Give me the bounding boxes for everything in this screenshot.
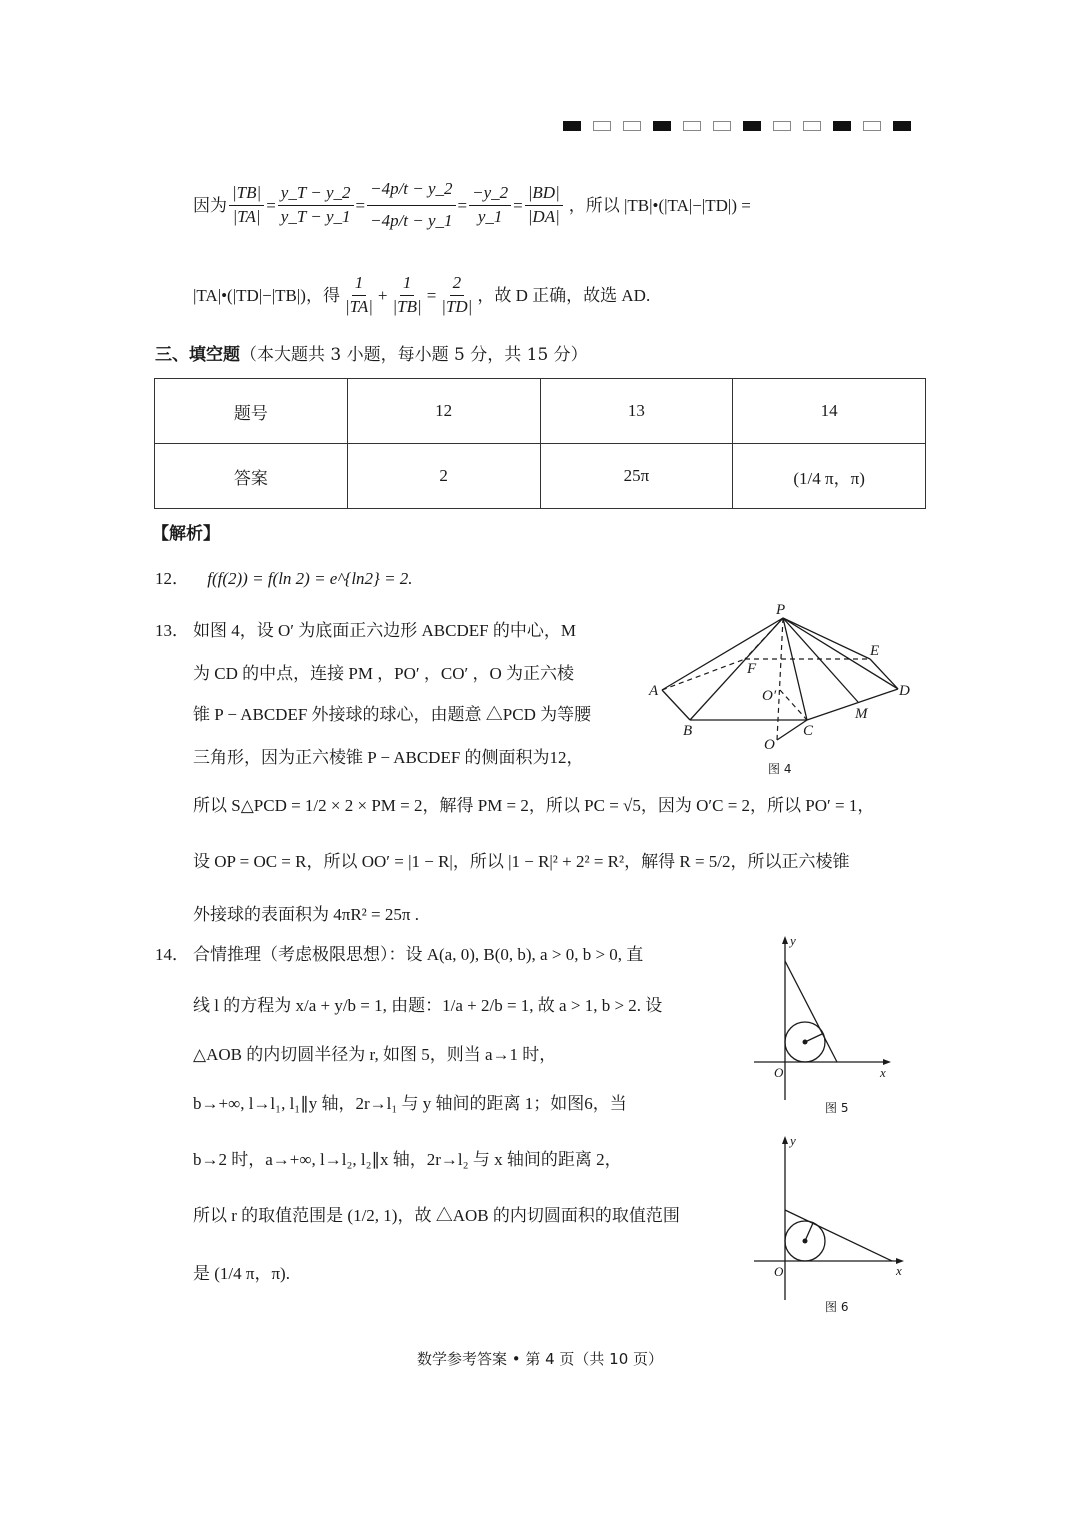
fraction-y-diff: $\frac{y\_T - y\_2}{y\_T - y\_1}$: [278, 184, 354, 226]
label-p: P: [776, 602, 786, 618]
proof-prefix: 因为: [193, 195, 227, 215]
label-b: B: [683, 723, 693, 739]
figure-6-caption: 图 6: [825, 1300, 849, 1314]
header-marker-filled: [893, 121, 911, 131]
label-e: E: [870, 643, 880, 659]
q12-number: 12．: [155, 569, 189, 588]
line-l: [785, 1210, 892, 1261]
incircle-center: [803, 1040, 808, 1045]
fraction-2-td: $\frac{2}{|TD|}$: [441, 272, 473, 316]
radius: [805, 1223, 813, 1241]
figure-4-caption: 图 4: [768, 762, 792, 776]
table-answer-14: (1/4 π，π): [733, 444, 926, 509]
label-f: F: [747, 661, 757, 677]
table-header-label: 题号: [155, 379, 348, 444]
fraction-4p-t: $\frac{-4p/t - y\_2}{-4p/t - y\_1}$: [367, 180, 455, 230]
line-l: [785, 961, 837, 1062]
proof-line-1: 因为 $\frac{|TB|}{|TA|}$ = $\frac{y\_T - y\_2}{y\_T - y\_1}$ = $\frac{-4p/t - y\_2}{-4p/t - y\_1}$ = $\frac{-y\_2}{y\_1}$ = $\frac{|BD|}{|DA|}$ ，所以 |TB|•(|TA|−|TD|) =: [193, 178, 751, 230]
table-col-13: 13: [540, 379, 733, 444]
q12-text: f(f(2)) = f(ln 2) = e^{ln2} = 2.: [207, 569, 413, 588]
label-c: C: [803, 723, 814, 739]
header-marker-filled: [653, 121, 671, 131]
label-o: O: [774, 1264, 784, 1279]
label-m: M: [855, 706, 868, 722]
label-o-prime: O′: [762, 688, 777, 704]
q14-line-4: b→+∞, l→l₁, l₁∥y 轴，2r→l₁ 与 y 轴间的距离 1；如图6，当: [193, 1094, 627, 1113]
figure-5-incircle: [740, 925, 920, 1125]
figure-5-caption: 图 5: [825, 1101, 849, 1115]
proof-line2-prefix: |TA|•(|TD|−|TB|)，得: [193, 285, 340, 305]
header-marker-empty: [623, 121, 641, 131]
figure-6-incircle: [740, 1125, 920, 1325]
label-y: y: [790, 1133, 796, 1148]
section-subtitle: （本大题共 3 小题，每小题 5 分，共 15 分）: [240, 345, 588, 365]
edge-pc: [783, 618, 807, 720]
label-o: O: [764, 737, 775, 753]
edge-pd: [783, 618, 898, 689]
section-title: 三、填空题: [155, 345, 240, 365]
header-marker-empty: [773, 121, 791, 131]
label-y: y: [790, 933, 796, 948]
q13-line-4: 三角形，因为正六棱锥 P − ABCDEF 的侧面积为12，: [193, 748, 584, 767]
edge-ab: [662, 690, 690, 720]
label-d: D: [899, 683, 910, 699]
table-answer-row: [155, 444, 926, 509]
fraction-1-ta: $\frac{1}{|TA|}$: [344, 272, 373, 316]
edge-af: [662, 659, 745, 690]
table-answer-13: 25π: [540, 444, 733, 509]
q13-number: 13．: [155, 621, 189, 640]
figure-4-hexagonal-pyramid: [640, 600, 930, 790]
q14-line-6: 所以 r 的取值范围是 (1/2, 1)，故 △AOB 的内切圆面积的取值范围: [193, 1206, 680, 1225]
header-marker-filled: [563, 121, 581, 131]
q13-line-1: 如图 4，设 O′ 为底面正六边形 ABCDEF 的中心，M: [193, 621, 576, 640]
header-marker-empty: [593, 121, 611, 131]
label-o: O: [774, 1065, 784, 1080]
edge-pa: [662, 618, 783, 690]
table-col-14: 14: [733, 379, 926, 444]
header-marker-empty: [803, 121, 821, 131]
label-x: x: [880, 1065, 886, 1080]
section-heading: [155, 347, 588, 364]
header-markers: [563, 121, 911, 131]
q14-line-2: 线 l 的方程为 x/a + y/b = 1, 由题：1/a + 2/b = 1, 故 a > 1, b > 2. 设: [193, 996, 663, 1015]
y-arrow-icon: [782, 1136, 788, 1144]
q13-line-2: 为 CD 的中点，连接 PM ，PO′ ，CO′ ，O 为正六棱: [193, 664, 574, 683]
proof-line-2: |TA|•(|TD|−|TB|)，得 $\frac{1}{|TA|}$ + $\frac{1}{|TB|}$ = $\frac{2}{|TD|}$ ，故 D 正确，故选 AD.: [193, 272, 651, 316]
q14-number: 14．: [155, 945, 189, 964]
y-arrow-icon: [782, 936, 788, 944]
radius: [805, 1034, 822, 1042]
q14-line-7: 是 (1/4 π，π).: [193, 1264, 290, 1283]
label-a: A: [649, 683, 659, 699]
q13-line-7: 外接球的表面积为 4πR² = 25π .: [193, 905, 419, 924]
header-marker-empty: [683, 121, 701, 131]
answer-table: [154, 378, 926, 509]
header-marker-empty: [713, 121, 731, 131]
fraction-bd-da: $\frac{|BD|}{|DA|}$: [525, 184, 563, 226]
edge-pm: [783, 618, 858, 702]
q14-line-3: △AOB 的内切圆半径为 r, 如图 5，则当 a→1 时，: [193, 1045, 557, 1064]
proof-line2-suffix: ，故 D 正确，故选 AD.: [477, 285, 651, 305]
q14-line-1: 合情推理（考虑极限思想）：设 A(a, 0), B(0, b), a > 0, b > 0, 直: [193, 945, 644, 964]
header-marker-filled: [833, 121, 851, 131]
label-x: x: [896, 1263, 902, 1278]
q13-line-6: 设 OP = OC = R，所以 OO′ = |1 − R|，所以 |1 − R|² + 2² = R²，解得 R = 5/2，所以正六棱锥: [193, 852, 850, 871]
edge-cd: [807, 689, 898, 720]
fraction-1-tb: $\frac{1}{|TB|}$: [392, 272, 422, 316]
q12: [155, 570, 413, 587]
analysis-title: 【解析】: [152, 524, 220, 544]
incircle-center: [803, 1239, 808, 1244]
proof-line1-suffix: ，所以 |TB|•(|TA|−|TD|) =: [568, 195, 751, 215]
q13-line-3: 锥 P − ABCDEF 外接球的球心，由题意 △PCD 为等腰: [193, 705, 592, 724]
page-footer: 数学参考答案 • 第 4 页（共 10 页）: [416, 1350, 664, 1368]
q13-line-5: 所以 S△PCD = 1/2 × 2 × PM = 2，解得 PM = 2，所以 PC = √5，因为 O′C = 2，所以 PO′ = 1，: [193, 796, 875, 815]
table-header-row: [155, 379, 926, 444]
edge-po: [777, 618, 783, 740]
q14-line-5: b→2 时，a→+∞, l→l₂, l₂∥x 轴，2r→l₂ 与 x 轴间的距离 2，: [193, 1150, 622, 1169]
fraction-tb-ta: $\frac{|TB|}{|TA|}$: [229, 184, 264, 226]
table-answer-label: 答案: [155, 444, 348, 509]
table-answer-12: 2: [347, 444, 540, 509]
table-col-12: 12: [347, 379, 540, 444]
fraction-y2-y1: $\frac{-y\_2}{y\_1}$: [469, 184, 511, 226]
header-marker-filled: [743, 121, 761, 131]
edge-pe: [783, 618, 870, 659]
header-marker-empty: [863, 121, 881, 131]
